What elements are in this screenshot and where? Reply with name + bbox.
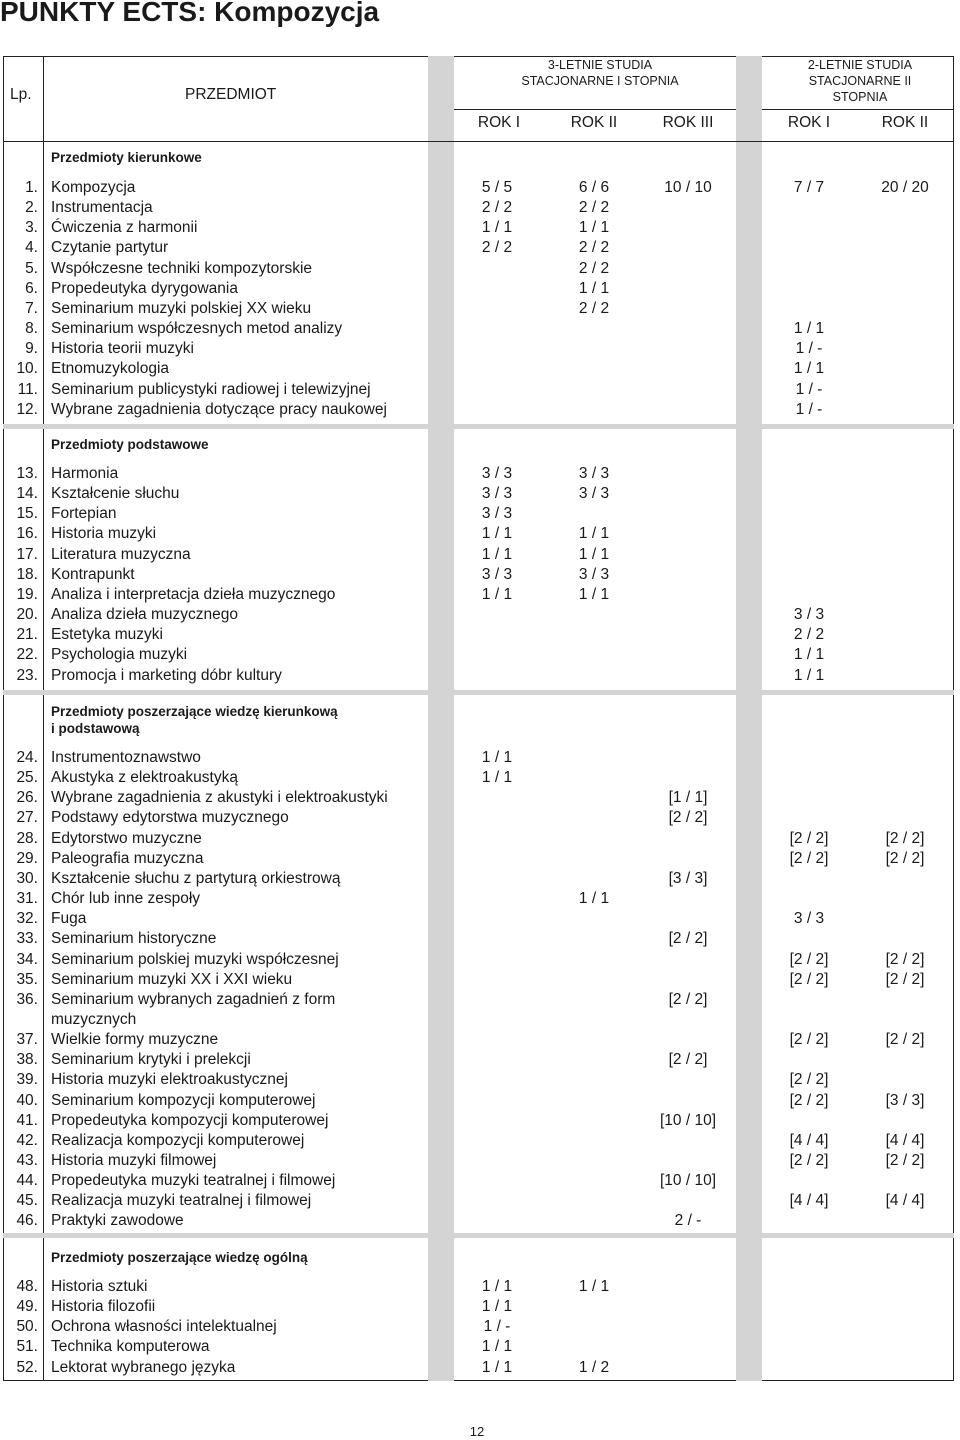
ects-value: 1 / - xyxy=(483,1318,511,1336)
subject-name: Historia muzyki xyxy=(51,525,157,543)
row-number: 49. xyxy=(16,1298,38,1316)
subject-name: Współczesne techniki kompozytorskie xyxy=(51,259,313,277)
ects-value: [2 / 2] xyxy=(885,1152,925,1169)
row-number: 31. xyxy=(16,890,38,908)
year-header-3: ROK III xyxy=(662,114,714,131)
section-title: Przedmioty podstawowe xyxy=(51,437,209,452)
subject-name: Wybrane zagadnienia dotyczące pracy naukowej xyxy=(51,400,387,418)
ects-value: 3 / 3 xyxy=(578,485,610,503)
divider-band xyxy=(736,56,762,1381)
subject-name: Praktyki zawodowe xyxy=(51,1212,184,1230)
ects-value: [2 / 2] xyxy=(885,970,925,988)
row-number: 52. xyxy=(16,1358,38,1376)
row-number: 23. xyxy=(16,666,38,684)
row-number: 2. xyxy=(25,199,38,217)
subject-name: Wybrane zagadnienia z akustyki i elektroakustyki xyxy=(51,789,388,807)
subject-name: Fuga xyxy=(51,910,87,928)
ects-value: 2 / 2 xyxy=(578,239,610,257)
subject-name: Ochrona własności intelektualnej xyxy=(51,1318,277,1336)
ects-value: [2 / 2] xyxy=(885,950,925,968)
ects-value: 1 / 1 xyxy=(578,890,610,908)
section-title: i podstawową xyxy=(51,721,140,736)
ects-value: [2 / 2] xyxy=(789,1071,829,1089)
subject-name: Analiza dzieła muzycznego xyxy=(51,606,238,624)
group-header-master: 2-LETNIE STUDIA STACJONARNE II STOPNIA xyxy=(807,58,913,104)
row-number: 34. xyxy=(16,950,38,968)
subject-name: Promocja i marketing dóbr kultury xyxy=(51,666,282,684)
year-header-4: ROK I xyxy=(787,114,831,131)
subject-name: Realizacja kompozycji komputerowej xyxy=(51,1131,305,1149)
row-number: 40. xyxy=(16,1091,38,1109)
row-number: 3. xyxy=(25,219,38,237)
row-number: 50. xyxy=(16,1318,38,1336)
subject-name: muzycznych xyxy=(51,1010,137,1028)
header-divider xyxy=(454,109,736,110)
subject-name: Literatura muzyczna xyxy=(51,545,191,563)
row-number: 9. xyxy=(25,340,38,358)
ects-value: 1 / 1 xyxy=(481,1358,513,1376)
row-number: 46. xyxy=(16,1212,38,1230)
section-title: Przedmioty poszerzające wiedzę kierunkową xyxy=(51,704,338,719)
ects-value: 2 / 2 xyxy=(578,199,610,217)
ects-value: 1 / 1 xyxy=(481,749,513,766)
ects-value: 3 / 3 xyxy=(481,505,513,523)
ects-value: [1 / 1] xyxy=(668,789,708,807)
row-number: 29. xyxy=(16,849,38,867)
subject-name: Seminarium współczesnych metod analizy xyxy=(51,320,343,338)
row-number: 18. xyxy=(16,565,38,583)
ects-value: 2 / 2 xyxy=(481,199,513,217)
ects-value: 1 / 1 xyxy=(793,646,825,664)
row-number: 38. xyxy=(16,1051,38,1069)
row-number: 8. xyxy=(25,320,38,338)
subject-name: Kształcenie słuchu z partyturą orkiestrową xyxy=(51,869,341,887)
ects-value: [2 / 2] xyxy=(668,990,708,1008)
subject-name: Harmonia xyxy=(51,465,119,482)
ects-value: 1 / 1 xyxy=(481,1278,513,1295)
ects-value: 3 / 3 xyxy=(481,485,513,503)
ects-value: 1 / 1 xyxy=(481,769,513,787)
row-number: 48. xyxy=(16,1278,38,1295)
row-number: 11. xyxy=(17,380,38,398)
ects-value: [2 / 2] xyxy=(789,829,829,847)
subject-name: Kształcenie słuchu xyxy=(51,485,180,503)
subject-name: Psychologia muzyki xyxy=(51,646,188,664)
row-number: 45. xyxy=(16,1192,38,1210)
ects-value: 3 / 3 xyxy=(481,565,513,583)
subject-name: Seminarium historyczne xyxy=(51,930,217,948)
ects-value: 5 / 5 xyxy=(481,179,513,196)
ects-value: [2 / 2] xyxy=(885,849,925,867)
subject-name: Fortepian xyxy=(51,505,117,523)
ects-value: 1 / 1 xyxy=(578,1278,610,1295)
column-divider xyxy=(43,56,44,1381)
row-number: 24. xyxy=(16,749,38,766)
ects-value: 2 / - xyxy=(674,1212,702,1230)
ects-value: 3 / 3 xyxy=(793,910,825,928)
row-number: 26. xyxy=(16,789,38,807)
ects-value: 1 / 1 xyxy=(481,545,513,563)
row-number: 51. xyxy=(16,1338,38,1356)
ects-value: [10 / 10] xyxy=(659,1111,716,1129)
header-bottom-line xyxy=(3,141,954,142)
section-separator xyxy=(3,690,954,695)
row-number: 20. xyxy=(16,606,38,624)
row-number: 7. xyxy=(25,299,38,317)
ects-value: 2 / 2 xyxy=(578,259,610,277)
subject-name: Realizacja muzyki teatralnej i filmowej xyxy=(51,1192,312,1210)
row-number: 41. xyxy=(16,1111,38,1129)
ects-value: 1 / 1 xyxy=(793,666,825,684)
row-number: 43. xyxy=(16,1152,38,1169)
ects-value: 3 / 3 xyxy=(481,465,513,482)
ects-value: [3 / 3] xyxy=(885,1091,925,1109)
row-number: 15. xyxy=(16,505,38,523)
subject-header: PRZEDMIOT xyxy=(185,86,277,103)
row-number: 33. xyxy=(16,930,38,948)
subject-name: Seminarium krytyki i prelekcji xyxy=(51,1051,251,1069)
ects-value: [2 / 2] xyxy=(789,1031,829,1049)
ects-value: 7 / 7 xyxy=(793,179,825,196)
ects-value: 1 / 1 xyxy=(578,219,610,237)
row-number: 30. xyxy=(16,869,38,887)
ects-value: [2 / 2] xyxy=(668,1051,708,1069)
section-separator xyxy=(3,1233,954,1238)
subject-name: Historia muzyki filmowej xyxy=(51,1152,217,1169)
ects-value: 1 / - xyxy=(795,380,823,398)
year-header-1: ROK I xyxy=(477,114,521,131)
subject-name: Propedeutyka dyrygowania xyxy=(51,279,238,297)
row-number: 1. xyxy=(25,179,38,196)
ects-value: [3 / 3] xyxy=(668,869,708,887)
ects-value: 6 / 6 xyxy=(578,179,610,196)
ects-value: [2 / 2] xyxy=(789,950,829,968)
ects-value: [2 / 2] xyxy=(885,829,925,847)
subject-name: Instrumentacja xyxy=(51,199,153,217)
ects-value: 10 / 10 xyxy=(664,179,712,196)
row-number: 35. xyxy=(16,970,38,988)
ects-value: [2 / 2] xyxy=(789,970,829,988)
subject-name: Seminarium muzyki XX i XXI wieku xyxy=(51,970,293,988)
ects-value: [2 / 2] xyxy=(789,1091,829,1109)
ects-value: 1 / 1 xyxy=(481,1298,513,1316)
subject-name: Lektorat wybranego języka xyxy=(51,1358,236,1376)
ects-value: 1 / 1 xyxy=(578,585,610,603)
ects-value: 3 / 3 xyxy=(578,565,610,583)
ects-value: [2 / 2] xyxy=(789,849,829,867)
row-number: 13. xyxy=(16,465,38,482)
year-header-5: ROK II xyxy=(881,114,929,131)
ects-value: [4 / 4] xyxy=(885,1192,925,1210)
page-title: PUNKTY ECTS: Kompozycja xyxy=(0,0,380,27)
subject-name: Edytorstwo muzyczne xyxy=(51,829,202,847)
ects-value: [2 / 2] xyxy=(885,1031,925,1049)
row-number: 17. xyxy=(16,545,38,563)
subject-name: Podstawy edytorstwa muzycznego xyxy=(51,809,289,827)
subject-name: Seminarium kompozycji komputerowej xyxy=(51,1091,316,1109)
row-number: 14. xyxy=(16,485,38,503)
subject-name: Historia teorii muzyki xyxy=(51,340,194,358)
subject-name: Seminarium wybranych zagadnień z form xyxy=(51,990,336,1008)
ects-value: [4 / 4] xyxy=(789,1131,829,1149)
section-separator xyxy=(3,424,954,429)
ects-value: [2 / 2] xyxy=(789,1152,829,1169)
subject-name: Etnomuzykologia xyxy=(51,360,170,378)
row-number: 42. xyxy=(16,1131,38,1149)
subject-name: Paleografia muzyczna xyxy=(51,849,204,867)
subject-name: Propedeutyka muzyki teatralnej i filmowej xyxy=(51,1172,336,1190)
subject-name: Propedeutyka kompozycji komputerowej xyxy=(51,1111,329,1129)
ects-value: 1 / 2 xyxy=(578,1358,610,1376)
ects-value: [10 / 10] xyxy=(659,1172,716,1190)
section-title: Przedmioty kierunkowe xyxy=(51,150,202,165)
subject-name: Estetyka muzyki xyxy=(51,626,163,644)
ects-value: 1 / 1 xyxy=(481,1338,513,1356)
row-number: 37. xyxy=(16,1031,38,1049)
ects-value: 1 / 1 xyxy=(481,585,513,603)
ects-value: 3 / 3 xyxy=(793,606,825,624)
subject-name: Historia muzyki elektroakustycznej xyxy=(51,1071,288,1089)
ects-value: 20 / 20 xyxy=(881,179,929,196)
header-divider xyxy=(762,109,954,110)
ects-value: 1 / - xyxy=(795,340,823,358)
subject-name: Akustyka z elektroakustyką xyxy=(51,769,238,787)
row-number: 10. xyxy=(16,360,38,378)
ects-value: 1 / 1 xyxy=(578,279,610,297)
divider-band xyxy=(428,56,454,1381)
subject-name: Seminarium polskiej muzyki współczesnej xyxy=(51,950,339,968)
row-number: 25. xyxy=(16,769,38,787)
ects-value: 1 / 1 xyxy=(793,360,825,378)
ects-value: 2 / 2 xyxy=(578,299,610,317)
subject-name: Czytanie partytur xyxy=(51,239,169,257)
ects-value: 2 / 2 xyxy=(481,239,513,257)
group-header-bachelor: 3-LETNIE STUDIA STACJONARNE I STOPNIA xyxy=(521,58,679,88)
subject-name: Wielkie formy muzyczne xyxy=(51,1031,219,1049)
subject-name: Seminarium publicystyki radiowej i telewizyjnej xyxy=(51,380,371,398)
ects-value: [2 / 2] xyxy=(668,809,708,827)
row-number: 5. xyxy=(25,259,38,277)
row-number: 28. xyxy=(16,829,38,847)
ects-value: 1 / 1 xyxy=(578,525,610,543)
row-number: 22. xyxy=(16,646,38,664)
row-number: 44. xyxy=(16,1172,38,1190)
row-number: 27. xyxy=(16,809,38,827)
subject-name: Seminarium muzyki polskiej XX wieku xyxy=(51,299,312,317)
subject-name: Historia sztuki xyxy=(51,1278,148,1295)
ects-value: 1 / 1 xyxy=(481,525,513,543)
ects-value: 1 / - xyxy=(795,400,823,418)
row-number: 4. xyxy=(25,239,38,257)
ects-value: 2 / 2 xyxy=(793,626,825,644)
ects-value: 3 / 3 xyxy=(578,465,610,482)
ects-value: 1 / 1 xyxy=(578,545,610,563)
row-number: 39. xyxy=(16,1071,38,1089)
row-number: 19. xyxy=(16,585,38,603)
year-header-2: ROK II xyxy=(570,114,618,131)
page-number: 12 xyxy=(469,1424,485,1439)
ects-value: 1 / 1 xyxy=(481,219,513,237)
subject-name: Ćwiczenia z harmonii xyxy=(51,219,198,237)
subject-name: Kontrapunkt xyxy=(51,565,135,583)
subject-name: Technika komputerowa xyxy=(51,1338,210,1356)
ects-value: [2 / 2] xyxy=(668,930,708,948)
ects-value: [4 / 4] xyxy=(885,1131,925,1149)
row-number: 12. xyxy=(16,400,38,418)
ects-value: [4 / 4] xyxy=(789,1192,829,1210)
subject-name: Instrumentoznawstwo xyxy=(51,749,201,766)
subject-name: Historia filozofii xyxy=(51,1298,156,1316)
row-number: 16. xyxy=(16,525,38,543)
row-number: 36. xyxy=(16,990,38,1008)
subject-name: Kompozycja xyxy=(51,179,136,196)
row-number: 6. xyxy=(25,279,38,297)
subject-name: Chór lub inne zespoły xyxy=(51,890,201,908)
subject-name: Analiza i interpretacja dzieła muzycznego xyxy=(51,585,336,603)
section-title: Przedmioty poszerzające wiedzę ogólną xyxy=(51,1250,308,1265)
row-number: 21. xyxy=(16,626,38,644)
ects-value: 1 / 1 xyxy=(793,320,825,338)
row-number: 32. xyxy=(16,910,38,928)
lp-header: Lp. xyxy=(10,86,32,103)
